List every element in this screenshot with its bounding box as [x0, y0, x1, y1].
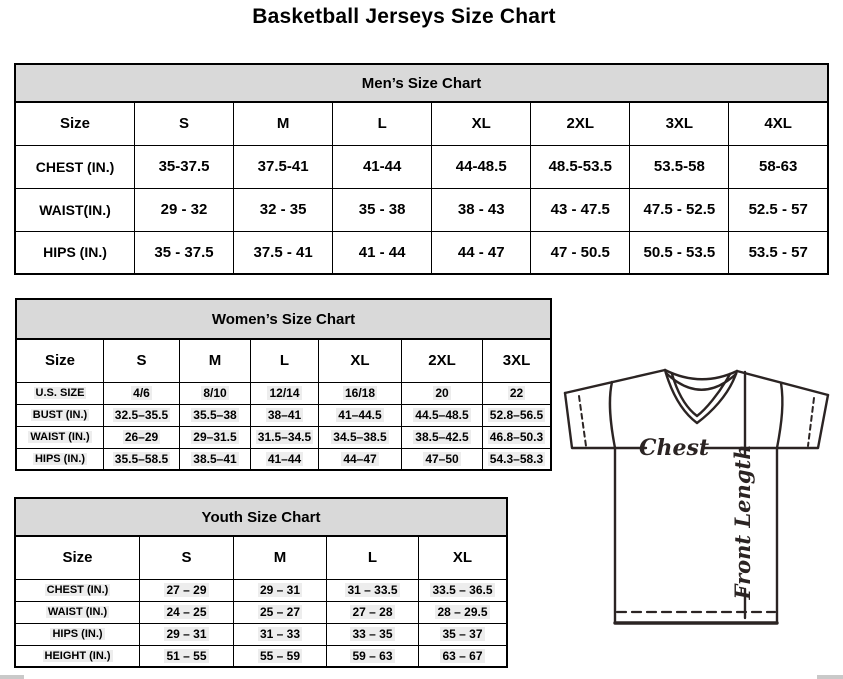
size-cell: 29 - 32 [135, 188, 234, 231]
page-title: Basketball Jerseys Size Chart [252, 5, 556, 28]
row-label: U.S. SIZE [16, 382, 104, 404]
size-cell: 41–44.5 [319, 404, 402, 426]
size-cell: 52.5 - 57 [729, 188, 828, 231]
size-cell: 47–50 [402, 448, 483, 470]
size-cell: 31 – 33 [234, 623, 327, 645]
size-cell: 63 – 67 [419, 645, 508, 667]
size-cell: 33.5 – 36.5 [419, 579, 508, 601]
row-label: WAIST (IN.) [16, 426, 104, 448]
jersey-measurement-diagram [553, 362, 843, 630]
youth-size-chart [14, 497, 508, 668]
size-cell: 46.8–50.3 [483, 426, 552, 448]
jersey-left-sleeve [565, 393, 615, 448]
size-cell: 20 [402, 382, 483, 404]
size-cell: 55 – 59 [234, 645, 327, 667]
size-cell: 44 - 47 [432, 231, 531, 274]
column-header: L [251, 339, 319, 382]
row-label: HIPS (IN.) [15, 231, 135, 274]
row-label: WAIST(IN.) [15, 188, 135, 231]
size-cell: 51 – 55 [140, 645, 234, 667]
size-cell: 37.5-41 [234, 145, 333, 188]
size-cell: 44-48.5 [432, 145, 531, 188]
size-cell: 27 – 29 [140, 579, 234, 601]
size-cell: 35.5–58.5 [104, 448, 180, 470]
column-header: XL [432, 102, 531, 145]
table-row [15, 579, 507, 601]
size-cell: 41 - 44 [333, 231, 432, 274]
size-cell: 4/6 [104, 382, 180, 404]
size-cell: 12/14 [251, 382, 319, 404]
table-row [16, 404, 551, 426]
row-label: WAIST (IN.) [15, 601, 140, 623]
cropped-fragment-left [0, 675, 24, 679]
table-row [15, 145, 828, 188]
row-label: HIPS (IN.) [16, 448, 104, 470]
jersey-left-armhole [610, 382, 615, 448]
size-cell: 52.8–56.5 [483, 404, 552, 426]
column-header: XL [319, 339, 402, 382]
column-header: S [140, 536, 234, 579]
size-cell: 34.5–38.5 [319, 426, 402, 448]
row-label: BUST (IN.) [16, 404, 104, 426]
column-header: S [135, 102, 234, 145]
jersey-right-cuff-dashed [808, 398, 814, 446]
size-cell: 53.5-58 [630, 145, 729, 188]
column-header: 3XL [483, 339, 552, 382]
womens-chart-title: Women’s Size Chart [15, 298, 552, 338]
front-length-label: Front Length [730, 444, 755, 600]
size-cell: 38.5–41 [180, 448, 251, 470]
size-cell: 35 – 37 [419, 623, 508, 645]
column-header: XL [419, 536, 508, 579]
womens-table [15, 338, 552, 471]
table-row [16, 382, 551, 404]
size-cell: 16/18 [319, 382, 402, 404]
jersey-vneck-outer [665, 370, 737, 423]
table-row [16, 426, 551, 448]
youth-table [14, 535, 508, 668]
womens-size-chart [15, 298, 552, 471]
mens-table [14, 101, 829, 275]
column-header: 4XL [729, 102, 828, 145]
size-cell: 25 – 27 [234, 601, 327, 623]
size-cell: 22 [483, 382, 552, 404]
table-row [15, 645, 507, 667]
size-cell: 38–41 [251, 404, 319, 426]
size-cell: 28 – 29.5 [419, 601, 508, 623]
column-header: Size [15, 536, 140, 579]
table-row [16, 448, 551, 470]
column-header: M [180, 339, 251, 382]
size-cell: 48.5-53.5 [531, 145, 630, 188]
row-label: CHEST (IN.) [15, 145, 135, 188]
column-header: L [333, 102, 432, 145]
size-cell: 58-63 [729, 145, 828, 188]
size-cell: 31 – 33.5 [327, 579, 419, 601]
column-header: 3XL [630, 102, 729, 145]
column-header: M [234, 102, 333, 145]
size-cell: 8/10 [180, 382, 251, 404]
size-cell: 47 - 50.5 [531, 231, 630, 274]
cropped-fragment-right [817, 675, 843, 679]
table-row [15, 188, 828, 231]
header-row [15, 102, 828, 145]
mens-chart-title: Men’s Size Chart [14, 63, 829, 101]
size-cell: 47.5 - 52.5 [630, 188, 729, 231]
size-cell: 53.5 - 57 [729, 231, 828, 274]
size-cell: 35 - 38 [333, 188, 432, 231]
size-cell: 37.5 - 41 [234, 231, 333, 274]
table-row [15, 231, 828, 274]
size-cell: 33 – 35 [327, 623, 419, 645]
size-cell: 29 – 31 [234, 579, 327, 601]
size-cell: 44–47 [319, 448, 402, 470]
jersey-collar-back-arc [665, 370, 737, 379]
size-cell: 24 – 25 [140, 601, 234, 623]
mens-size-chart [14, 63, 829, 275]
jersey-left-cuff-dashed [579, 396, 586, 446]
column-header: 2XL [531, 102, 630, 145]
row-label: HIPS (IN.) [15, 623, 140, 645]
size-cell: 27 – 28 [327, 601, 419, 623]
row-label: HEIGHT (IN.) [15, 645, 140, 667]
column-header: Size [16, 339, 104, 382]
size-cell: 54.3–58.3 [483, 448, 552, 470]
size-cell: 26–29 [104, 426, 180, 448]
jersey-left-shoulder-line [565, 370, 665, 393]
size-cell: 41-44 [333, 145, 432, 188]
size-cell: 35.5–38 [180, 404, 251, 426]
size-cell: 32 - 35 [234, 188, 333, 231]
table-row [15, 601, 507, 623]
youth-chart-title: Youth Size Chart [14, 497, 508, 535]
column-header: Size [15, 102, 135, 145]
column-header: 2XL [402, 339, 483, 382]
size-cell: 44.5–48.5 [402, 404, 483, 426]
column-header: L [327, 536, 419, 579]
size-cell: 29–31.5 [180, 426, 251, 448]
column-header: S [104, 339, 180, 382]
size-cell: 32.5–35.5 [104, 404, 180, 426]
size-cell: 41–44 [251, 448, 319, 470]
column-header: M [234, 536, 327, 579]
table-row [15, 623, 507, 645]
size-cell: 59 – 63 [327, 645, 419, 667]
chest-label: Chest [638, 435, 710, 461]
size-cell: 29 – 31 [140, 623, 234, 645]
jersey-right-armhole [777, 383, 782, 448]
size-cell: 35 - 37.5 [135, 231, 234, 274]
header-row [16, 339, 551, 382]
size-cell: 50.5 - 53.5 [630, 231, 729, 274]
size-cell: 31.5–34.5 [251, 426, 319, 448]
size-cell: 38 - 43 [432, 188, 531, 231]
jersey-right-sleeve [777, 395, 828, 448]
row-label: CHEST (IN.) [15, 579, 140, 601]
size-cell: 43 - 47.5 [531, 188, 630, 231]
size-cell: 35-37.5 [135, 145, 234, 188]
header-row [15, 536, 507, 579]
size-cell: 38.5–42.5 [402, 426, 483, 448]
